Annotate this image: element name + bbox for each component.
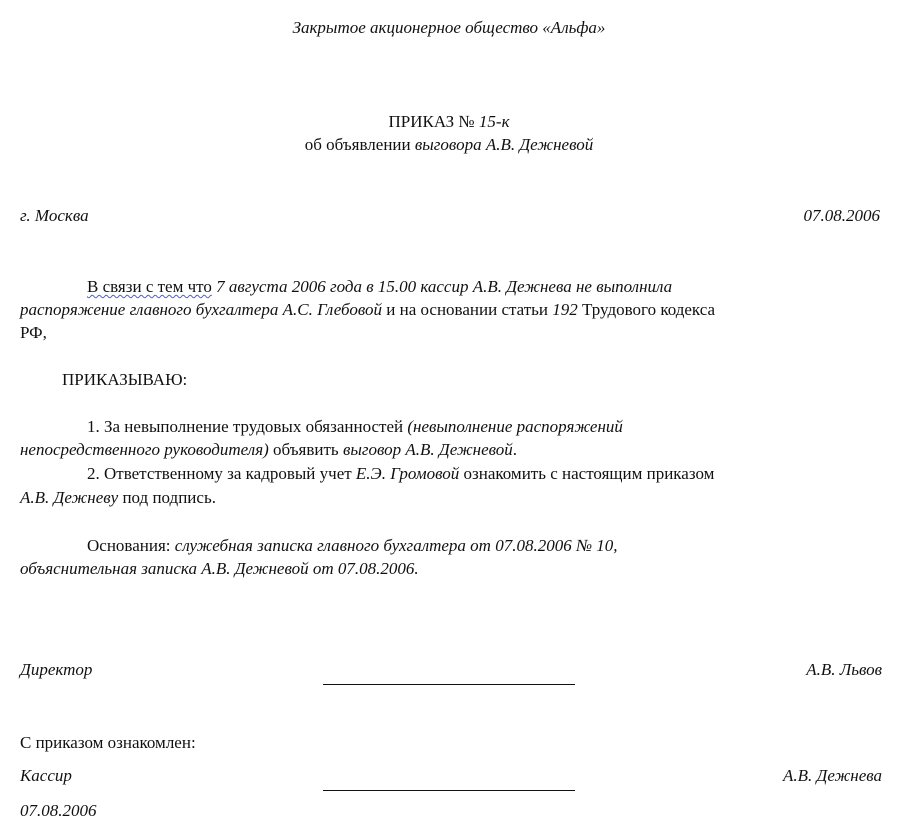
- acknowledged-date: 07.08.2006: [20, 801, 97, 820]
- cashier-name: А.В. Дежнева: [782, 766, 882, 785]
- item-1-number: 1.: [87, 417, 104, 436]
- order-date: 07.08.2006: [803, 206, 880, 225]
- item-2-line-2: [20, 487, 216, 509]
- item-2-plain-1: Ответственному за кадровый учет: [104, 464, 356, 483]
- basis-line-1: [87, 535, 617, 557]
- item-1-plain-1: За невыполнение трудовых обязанностей: [104, 417, 408, 436]
- preamble-article: 192: [552, 300, 578, 319]
- director-title: Директор: [20, 660, 93, 679]
- item-1-italic-3: выговор А.В. Дежневой: [342, 440, 513, 459]
- city: г. Москва: [20, 206, 89, 225]
- subject-prefix: об объявлении: [304, 135, 415, 154]
- item-1-plain-2: объявить: [268, 440, 343, 459]
- cashier-signature-line: [323, 790, 575, 791]
- preamble-line-3: РФ,: [20, 323, 47, 342]
- order-number: 15-к: [478, 112, 510, 131]
- item-2-plain-2: ознакомить с настоящим приказом: [459, 464, 715, 483]
- order-subject: [0, 134, 898, 156]
- basis-label: Основания: [87, 536, 166, 555]
- order-title: [0, 111, 898, 133]
- item-1-line-2: [20, 439, 517, 461]
- organization-name: Закрытое акционерное общество «Альфа»: [292, 18, 606, 37]
- cashier-position: Кассир: [20, 766, 72, 785]
- item-1-italic-2: непосредственного руководителя): [20, 440, 269, 459]
- item-2-italic-1: Е.Э. Громовой: [355, 464, 460, 483]
- preamble-line-1: [87, 276, 672, 298]
- item-2-number: 2.: [87, 464, 104, 483]
- preamble-italic-2: распоряжение главного бухгалтера А.С. Глебовой: [20, 300, 382, 319]
- item-2-line-1: [87, 463, 714, 485]
- item-1-line-1: [87, 416, 623, 438]
- preamble-tail-2: Трудового кодекса: [577, 300, 716, 319]
- preamble-text-1: 7 августа 2006 года в 15.00 кассир А.В. Дежнева не выполнила: [211, 277, 673, 296]
- preamble-line-2: [20, 299, 715, 321]
- basis-line-2: объяснительная записка А.В. Дежневой от 07.08.2006.: [20, 559, 419, 578]
- acknowledged-label: С приказом ознакомлен:: [20, 733, 196, 752]
- preamble-plain-2: и на основании статьи: [382, 300, 553, 319]
- director-name: А.В. Львов: [806, 660, 882, 679]
- director-signature-line: [323, 684, 575, 685]
- order-word: ПРИКАЗЫВАЮ:: [62, 370, 188, 389]
- item-2-italic-2: А.В. Дежневу: [20, 488, 119, 507]
- order-label: ПРИКАЗ №: [388, 112, 479, 131]
- item-1-italic-1: (невыполнение распоряжений: [407, 417, 623, 436]
- item-1-end: .: [512, 440, 518, 459]
- item-2-plain-3: под подпись.: [118, 488, 216, 507]
- subject-italic: выговора А.В. Дежневой: [414, 135, 594, 154]
- basis-italic-1: служебная записка главного бухгалтера от 07.08.2006 № 10,: [174, 536, 618, 555]
- basis-colon: :: [165, 536, 175, 555]
- preamble-lead: В связи с тем что: [87, 277, 212, 296]
